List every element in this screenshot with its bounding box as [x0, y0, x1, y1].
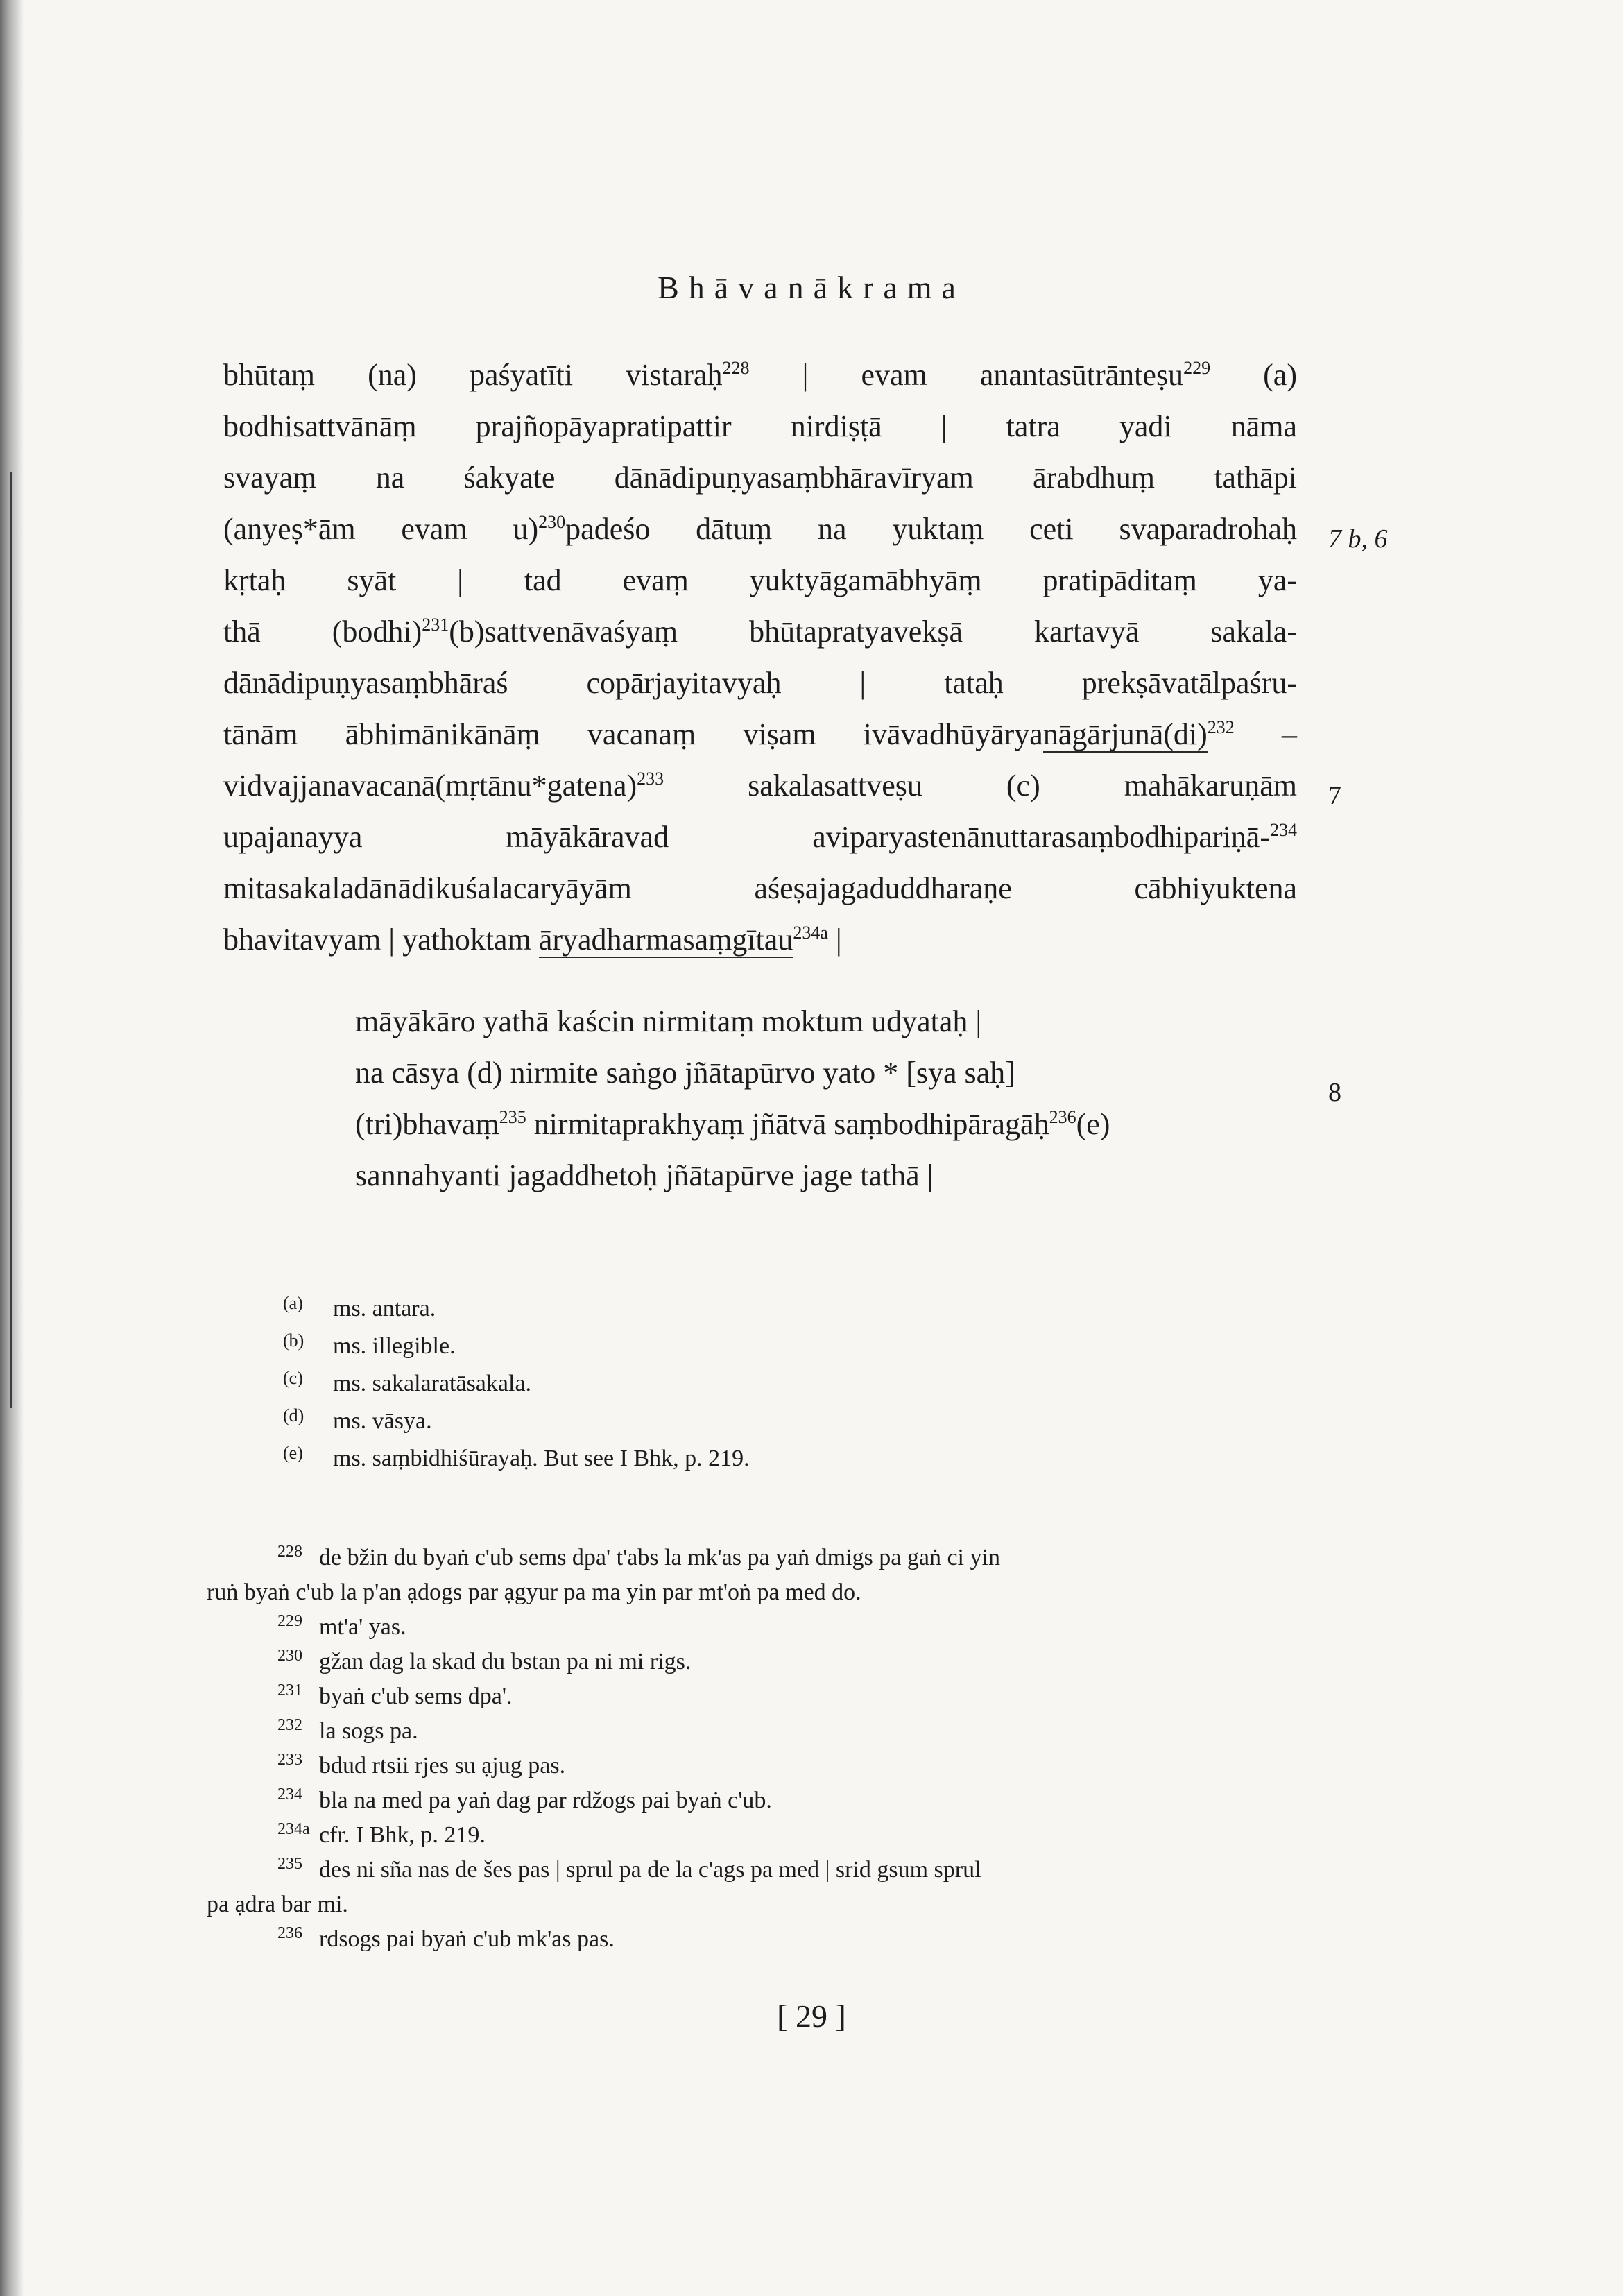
tibetan-note: 232 la sogs pa.	[277, 1716, 418, 1744]
tibetan-note: 229 mt'a' yas.	[277, 1612, 406, 1640]
tibetan-note: 233 bdud rtsii rjes su ạjug pas.	[277, 1751, 566, 1779]
margin-folio-ref: 7 b, 6	[1328, 524, 1388, 554]
critical-note: (b) ms. illegible.	[283, 1330, 456, 1359]
tibetan-note: 236 rdsogs pai byaṅ c'ub mk'as pas.	[277, 1924, 615, 1952]
critical-note: (a) ms. antara.	[283, 1293, 436, 1321]
tibetan-note-continuation: pa ạdra bar mi.	[207, 1892, 348, 1917]
tibetan-note: 235 des ni sña nas de šes pas | sprul pa de la c'ags pa med | srid gsum sprul	[277, 1855, 981, 1883]
critical-note: (d) ms. vāsya.	[283, 1405, 432, 1434]
verse-line-2: na cāsya (d) nirmite saṅgo jñātapūrvo yato * [sya saḥ]	[355, 1056, 1015, 1090]
page-number: [ 29 ]	[777, 1998, 846, 2034]
text-line-3: svayaṃ na śakyate dānādipuṇyasaṃbhāravīryam ārabdhuṃ tathāpi	[223, 461, 1297, 495]
running-title: Bhāvanākrama	[658, 270, 965, 305]
margin-verse-ref: 8	[1328, 1078, 1341, 1107]
text-line-8: tānām ābhimānikānāṃ vacanaṃ viṣam ivāvadhūyāryanāgārjunā(di)$^{232}$ –	[223, 717, 1298, 751]
critical-note: (c) ms. sakalaratāsakala.	[283, 1368, 532, 1396]
text-line-1: bhūtaṃ (na) paśyatīti vistaraḥ$^{228}$ | evam anantasūtrānteṣu$^{229}$ (a)	[223, 358, 1297, 392]
tibetan-note-continuation: ruṅ byaṅ c'ub la p'an ạdogs par ạgyur pa ma yin par mt'oṅ pa med do.	[207, 1579, 861, 1605]
text-line-11: mitasakaladānādikuśalacaryāyām aśeṣajagaduddharaṇe cābhiyuktena	[223, 871, 1297, 905]
text-line-4: (anyeṣ*ām evam u)$^{230}$padeśo dātuṃ na yuktaṃ ceti svaparadrohaḥ	[223, 512, 1297, 546]
text-line-9: vidvajjanavacanā(mṛtānu*gatena)$^{233}$ sakalasattveṣu (c) mahākaruṇām	[223, 769, 1297, 803]
tibetan-note: 231 byaṅ c'ub sems dpa'.	[277, 1681, 513, 1709]
text-line-12: bhavitavyam | yathoktam āryadharmasaṃgītau$^{234a}$ |	[223, 923, 842, 957]
underlined-title: āryadharmasaṃgītau	[538, 923, 793, 957]
verse-line-3: (tri)bhavaṃ$^{235}$ nirmitaprakhyaṃ jñātvā saṃbodhipāragāḥ$^{236}$(e)	[355, 1107, 1110, 1141]
tibetan-note: 228 de bžin du byaṅ c'ub sems dpa' t'abs la mk'as pa yaṅ dmigs pa gaṅ ci yin	[277, 1543, 1000, 1570]
tibetan-note: 230 gžan dag la skad du bstan pa ni mi rigs.	[277, 1647, 692, 1674]
text-line-7: dānādipuṇyasaṃbhāraś copārjayitavyaḥ | tataḥ prekṣāvatālpaśru-	[223, 666, 1297, 700]
critical-note: (e) ms. saṃbidhiśūrayaḥ. But see I Bhk, p. 219.	[283, 1443, 750, 1471]
verse-line-4: sannahyanti jagaddhetoḥ jñātapūrve jage tathā |	[355, 1158, 934, 1192]
tibetan-note: 234a cfr. I Bhk, p. 219.	[277, 1820, 486, 1848]
text-line-6: thā (bodhi)$^{231}$(b)sattvenāvaśyaṃ bhūtapratyavekṣā kartavyā sakala-	[223, 615, 1297, 649]
text-line-10: upajanayya māyākāravad aviparyastenānuttarasaṃbodhipariṇā-$^{234}$	[223, 820, 1297, 854]
text-line-5: kṛtaḥ syāt | tad evaṃ yuktyāgamābhyāṃ pratipāditaṃ ya-	[223, 563, 1297, 597]
margin-verse-ref: 7	[1328, 781, 1341, 810]
tibetan-note: 234 bla na med pa yaṅ dag par rdžogs pai byaṅ c'ub.	[277, 1785, 772, 1813]
text-line-2: bodhisattvānāṃ prajñopāyapratipattir nirdiṣṭā | tatra yadi nāma	[223, 409, 1297, 443]
verse-line-1: māyākāro yathā kaścin nirmitaṃ moktum udyataḥ |	[355, 1004, 982, 1038]
underlined-name: nāgārjunā(di)	[1042, 717, 1208, 751]
